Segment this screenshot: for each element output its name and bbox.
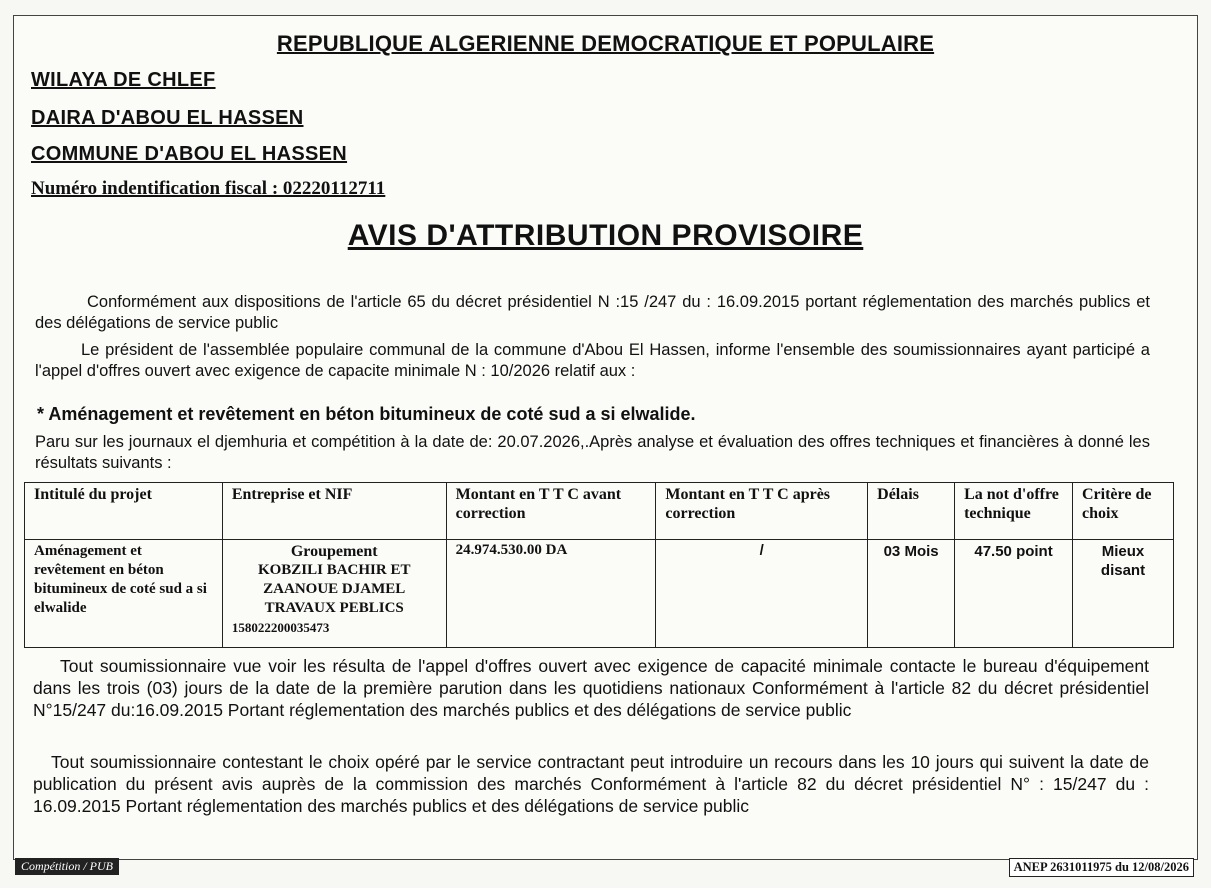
publisher-tag: Compétition / PUB (15, 858, 119, 875)
company-group: Groupement (290, 543, 378, 560)
intro-paragraph-1: Conformément aux dispositions de l'article 65 du décret présidentiel N :15 /247 du : 16.09.2015 portant réglementation des marchés publics et des délégations de service public (35, 293, 1150, 332)
cell-criterion: Mieux disant (1073, 540, 1174, 648)
closing-paragraph-2: Tout soumissionnaire contestant le choix opéré par le service contractant peut introduire un recours dans les 10 jours qui suivent la date de publication du présent avis auprès de la commission des marchés Conformément à l'article 82 du décret présidentiel N° : 15/247 du : 16.09.2015 Portant réglementation des marchés publics et des délégations de service public (33, 752, 1149, 816)
table-header-row (25, 483, 1174, 540)
company-nif: 158022200035473 (231, 620, 330, 635)
cell-amount-before: 24.974.530.00 DA (446, 540, 656, 648)
wilaya-line: WILAYA DE CHLEF (31, 69, 216, 91)
header-project: Intitulé du projet (25, 483, 223, 540)
table-row (25, 540, 1174, 648)
closing-paragraph-1: Tout soumissionnaire vue voir les résulta de l'appel d'offres ouvert avec exigence de capacité minimale contacte le bureau d'équipement dans les trois (03) jours de la date de la première parution dans les quotidiens nationaux Conformément à l'article 82 du décret présidentiel N°15/247 du:16.09.2015 Portant réglementation des marchés publics et des délégations de service public (33, 656, 1149, 720)
cell-amount-after: / (656, 540, 868, 648)
republic-heading: REPUBLIQUE ALGERIENNE DEMOCRATIQUE ET POPULAIRE (276, 31, 935, 56)
header-company: Entreprise et NIF (222, 483, 446, 540)
notice-title: AVIS D'ATTRIBUTION PROVISOIRE (347, 219, 864, 252)
header-delay: Délais (868, 483, 955, 540)
intro-paragraph-2: Le président de l'assemblée populaire communal de la commune d'Abou El Hassen, informe l'ensemble des soumissionnaires ayant participé a l'appel d'offres ouvert avec exigence de capacite minimale N : 10/2026 relatif aux : (35, 341, 1150, 380)
company-name: KOBZILI BACHIR ET ZAANOUE DJAMEL TRAVAUX PEBLICS (257, 562, 411, 616)
commune-line: COMMUNE D'ABOU EL HASSEN (31, 143, 348, 165)
results-table (24, 482, 1174, 648)
fiscal-id-line: Numéro indentification fiscal : 02220112711 (31, 178, 386, 199)
cell-score: 47.50 point (955, 540, 1073, 648)
tender-object: * Aménagement et revêtement en béton bitumineux de coté sud a si elwalide. (37, 404, 696, 424)
header-criterion: Critère de choix (1073, 483, 1174, 540)
header-amount-after: Montant en T T C après correction (656, 483, 868, 540)
cell-project: Aménagement et revêtement en béton bitumineux de coté sud a si elwalide (25, 540, 223, 648)
anep-reference: ANEP 2631011975 du 12/08/2026 (1009, 858, 1194, 877)
header-amount-before: Montant en T T C avant correction (446, 483, 656, 540)
header-score: La not d'offre technique (955, 483, 1073, 540)
cell-delay: 03 Mois (868, 540, 955, 648)
cell-company (222, 540, 446, 648)
intro-paragraph-3: Paru sur les journaux el djemhuria et compétition à la date de: 20.07.2026,.Après analyse et évaluation des offres techniques et financières à donné les résultats suivants : (35, 433, 1150, 472)
daira-line: DAIRA D'ABOU EL HASSEN (31, 107, 304, 129)
